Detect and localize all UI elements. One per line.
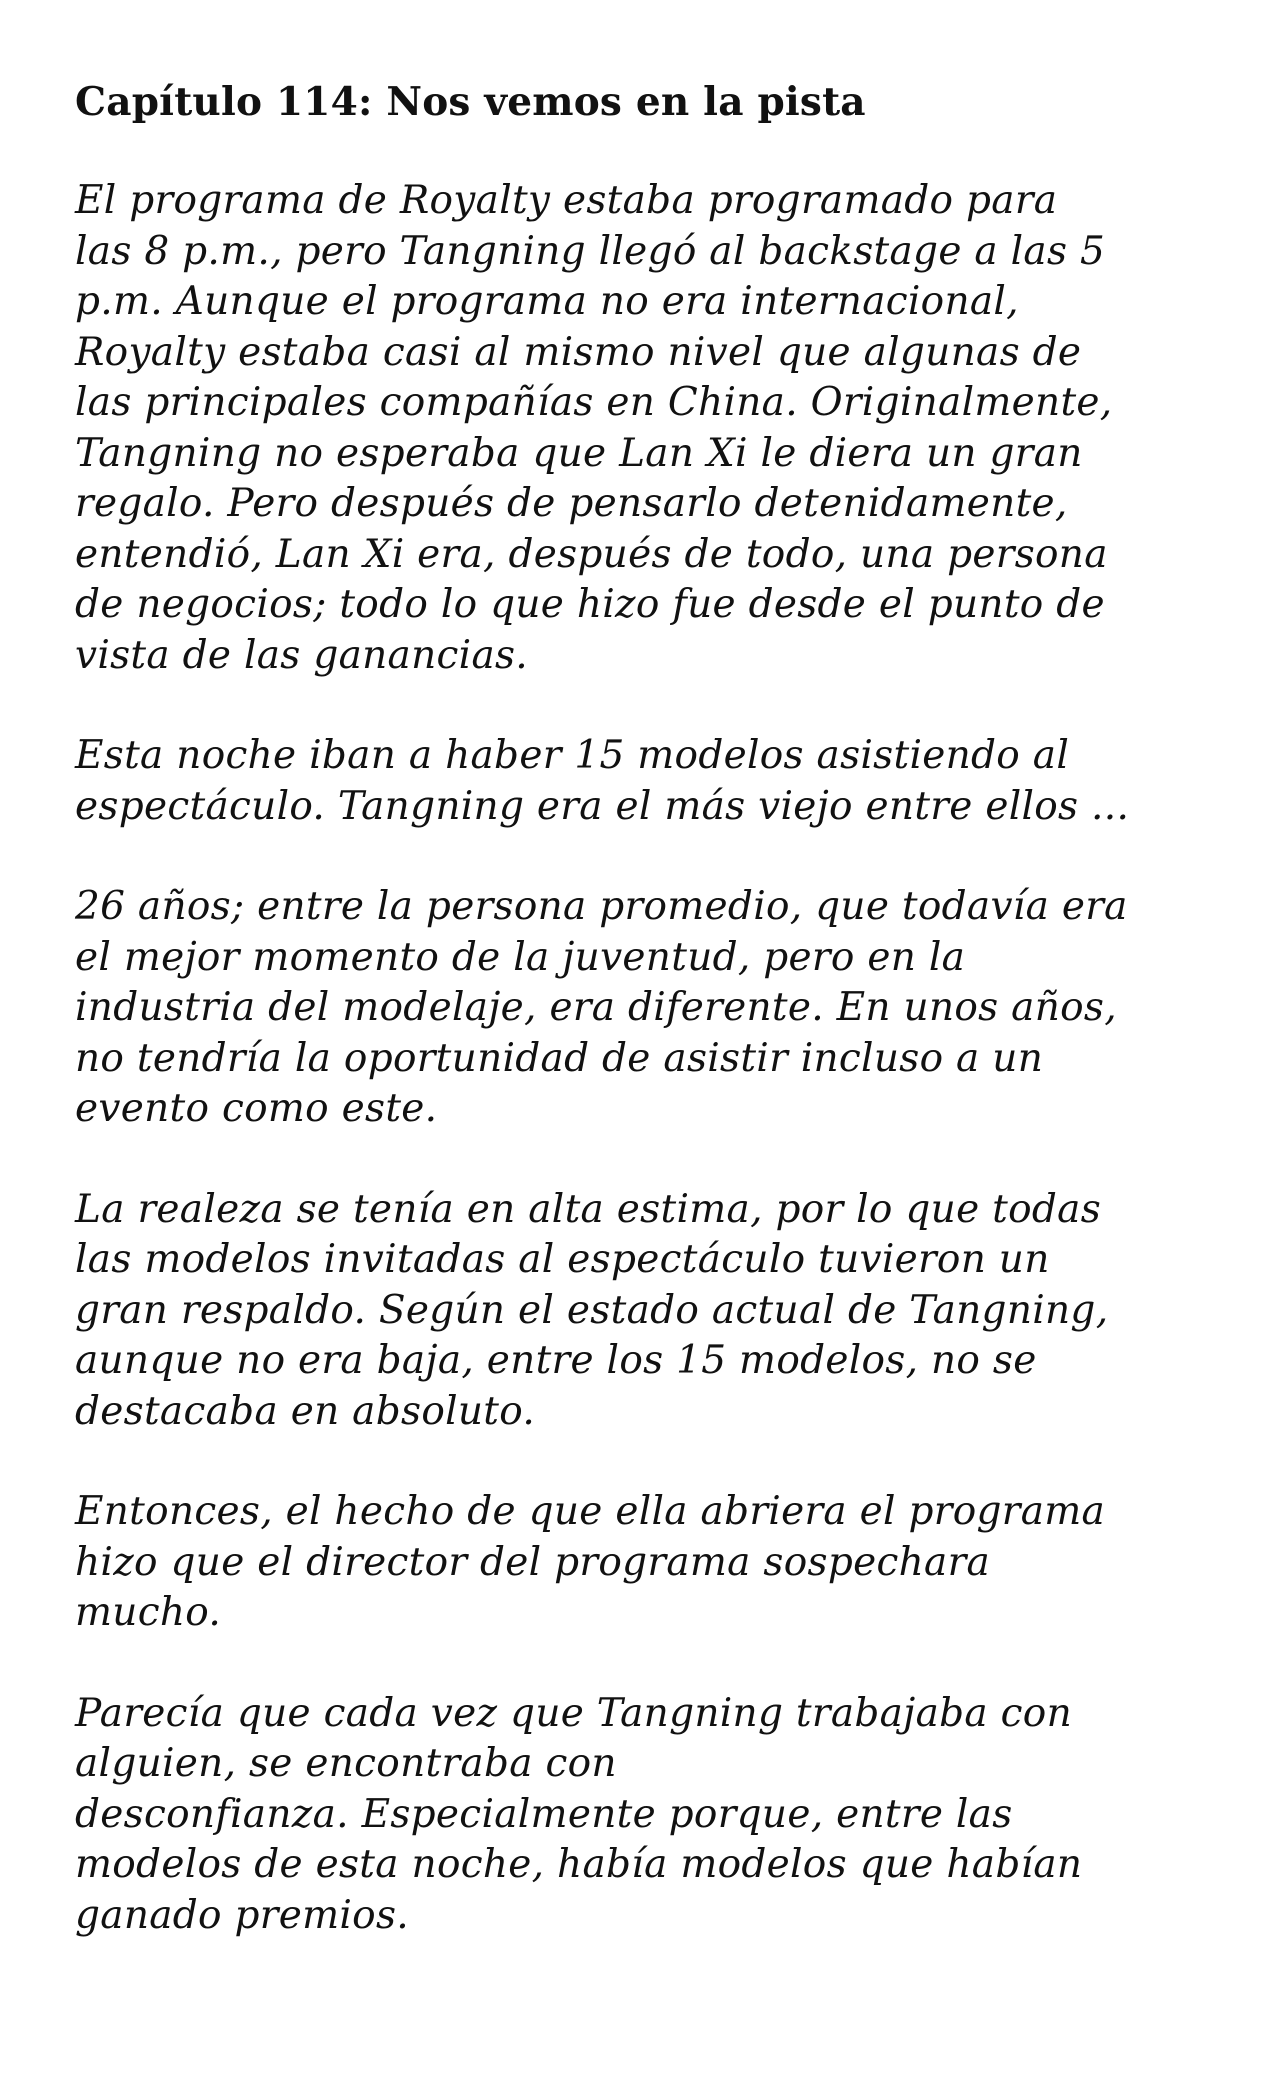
chapter-title: Capítulo 114: Nos vemos en la pista — [75, 79, 866, 125]
paragraph-1: El programa de Royalty estaba programado para las 8 p.m., pero Tangning llegó al backstage a las 5 p.m. Aunque el programa no era internacional, Royalty estaba casi al mismo nivel que algunas de las principales compañías en China. Originalmente, Tangning no esperaba que Lan Xi le diera un gran regalo. Pero después de pensarlo detenidamente, entendió, Lan Xi era, después de todo, una persona de negocios; todo lo que hizo fue desde el punto de vista de las ganancias. — [75, 178, 1113, 678]
paragraph-2: Esta noche iban a haber 15 modelos asistiendo al espectáculo. Tangning era el más viejo entre ellos ... — [75, 733, 1130, 829]
paragraph-3: 26 años; entre la persona promedio, que todavía era el mejor momento de la juventud, pero en la industria del modelaje, era diferente. En unos años, no tendría la oportunidad de asistir incluso a un evento como este. — [75, 884, 1128, 1131]
paragraph-6: Parecía que cada vez que Tangning trabajaba con alguien, se encontraba con desconfianza. Especialmente porque, entre las modelos de esta noche, había modelos que habían ganado premios. — [75, 1690, 1083, 1938]
paragraph-4: La realeza se tenía en alta estima, por lo que todas las modelos invitadas al espectáculo tuvieron un gran respaldo. Según el estado actual de Tangning, aunque no era baja, entre los 15 modelos, no se destacaba en absoluto. — [75, 1186, 1109, 1434]
chapter-page — [75, 0, 1215, 1941]
paragraph-5: Entonces, el hecho de que ella abriera el programa hizo que el director del programa sospechara mucho. — [75, 1489, 1106, 1635]
